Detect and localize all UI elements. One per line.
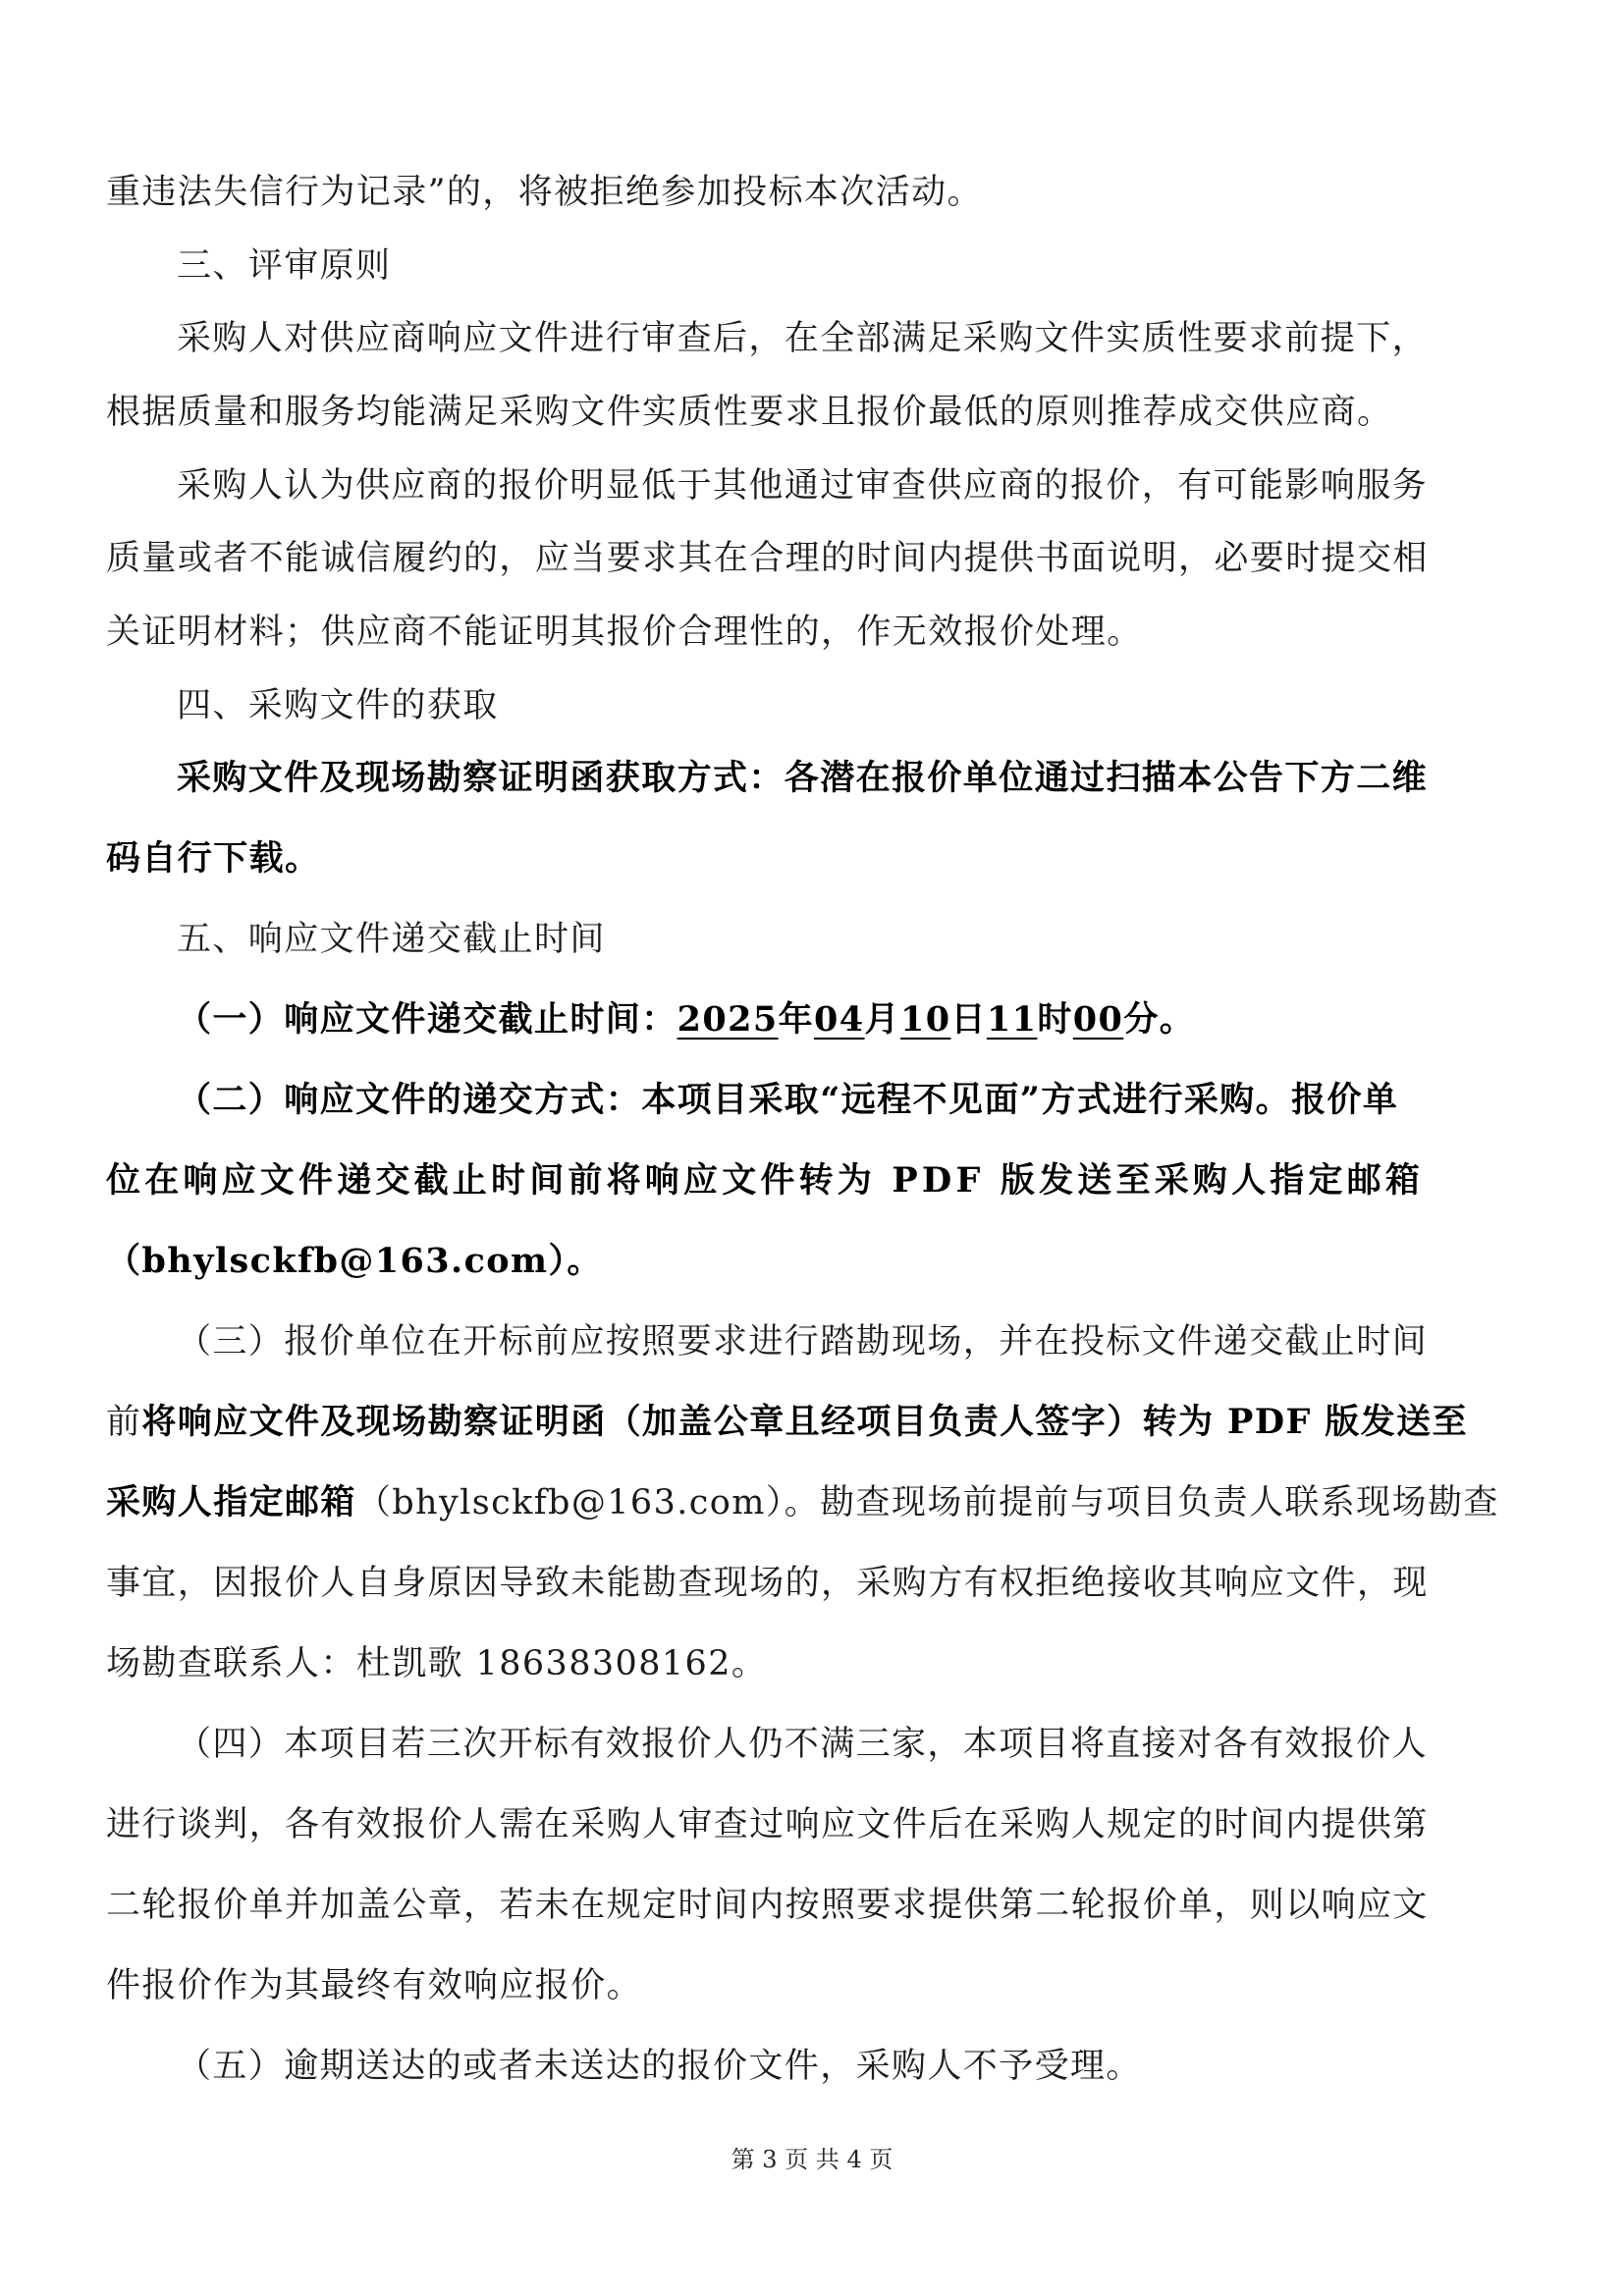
paragraph-line: 重违法失信行为记录”的，将被拒绝参加投标本次活动。	[106, 173, 983, 212]
hour-unit: 时	[1037, 999, 1073, 1040]
paragraph-line: 采购文件及现场勘察证明函获取方式：各潜在报价单位通过扫描本公告下方二维	[177, 758, 1429, 798]
paragraph-line	[106, 1478, 1499, 1527]
deadline-prefix: （一）响应文件递交截止时间：	[177, 999, 677, 1040]
deadline-minute: 00	[1072, 999, 1124, 1040]
paragraph-line: 二轮报价单并加盖公章，若未在规定时间内按照要求提供第二轮报价单，则以响应文	[106, 1886, 1429, 1925]
section-heading-4: 四、采购文件的获取	[177, 686, 499, 725]
paragraph-line: 采购人认为供应商的报价明显低于其他通过审查供应商的报价，有可能影响服务	[177, 466, 1429, 506]
section-heading-5: 五、响应文件递交截止时间	[177, 920, 606, 959]
paragraph-line: 事宜，因报价人自身原因导致未能勘查现场的，采购方有权拒绝接收其响应文件，现	[106, 1564, 1429, 1603]
month-unit: 月	[864, 999, 900, 1040]
page-number-footer: 第 3 页 共 4 页	[731, 2146, 893, 2173]
year-unit: 年	[778, 999, 815, 1040]
paragraph-line: （三）报价单位在开标前应按照要求进行踏勘现场，并在投标文件递交截止时间	[177, 1322, 1429, 1362]
paragraph-line: 码自行下载。	[106, 838, 321, 879]
paragraph-line	[106, 1398, 1468, 1447]
paragraph-line: 进行谈判，各有效报价人需在采购人审查过响应文件后在采购人规定的时间内提供第	[106, 1805, 1429, 1844]
section-heading-3: 三、评审原则	[177, 246, 392, 286]
paragraph-line: 关证明材料；供应商不能证明其报价合理性的，作无效报价处理。	[106, 613, 1143, 652]
paragraph-line: 采购人对供应商响应文件进行审查后，在全部满足采购文件实质性要求前提下，	[177, 319, 1429, 358]
text-run: 前	[106, 1403, 142, 1442]
paragraph-line: 件报价作为其最终有效响应报价。	[106, 1966, 643, 2005]
text-run-bold: 将响应文件及现场勘察证明函（加盖公章且经项目负责人签字）转为 PDF 版发送至	[141, 1402, 1468, 1442]
deadline-line	[177, 995, 1195, 1044]
paragraph-line: （四）本项目若三次开标有效报价人仍不满三家，本项目将直接对各有效报价人	[177, 1725, 1429, 1764]
deadline-day: 10	[899, 999, 951, 1040]
paragraph-line: 位在响应文件递交截止时间前将响应文件转为 PDF 版发送至采购人指定邮箱	[106, 1160, 1425, 1201]
deadline-year: 2025	[677, 999, 779, 1040]
day-unit: 日	[950, 999, 987, 1040]
paragraph-line: （五）逾期送达的或者未送达的报价文件，采购人不予受理。	[177, 2047, 1142, 2086]
paragraph-line: 场勘查联系人：杜凯歌 18638308162。	[106, 1644, 768, 1683]
text-run: （bhylsckfb@163.com）。勘查现场前提前与项目负责人联系现场勘查	[355, 1483, 1499, 1522]
paragraph-line: （bhylsckfb@163.com）。	[106, 1241, 603, 1281]
paragraph-line: 根据质量和服务均能满足采购文件实质性要求且报价最低的原则推荐成交供应商。	[106, 393, 1393, 432]
text-run-bold: 采购人指定邮箱	[106, 1482, 356, 1522]
deadline-month: 04	[814, 999, 865, 1040]
minute-unit: 分。	[1123, 999, 1196, 1040]
deadline-hour: 11	[986, 999, 1038, 1040]
paragraph-line: 质量或者不能诚信履约的，应当要求其在合理的时间内提供书面说明，必要时提交相	[106, 539, 1429, 578]
paragraph-line: （二）响应文件的递交方式：本项目采取“远程不见面”方式进行采购。报价单	[177, 1080, 1399, 1120]
